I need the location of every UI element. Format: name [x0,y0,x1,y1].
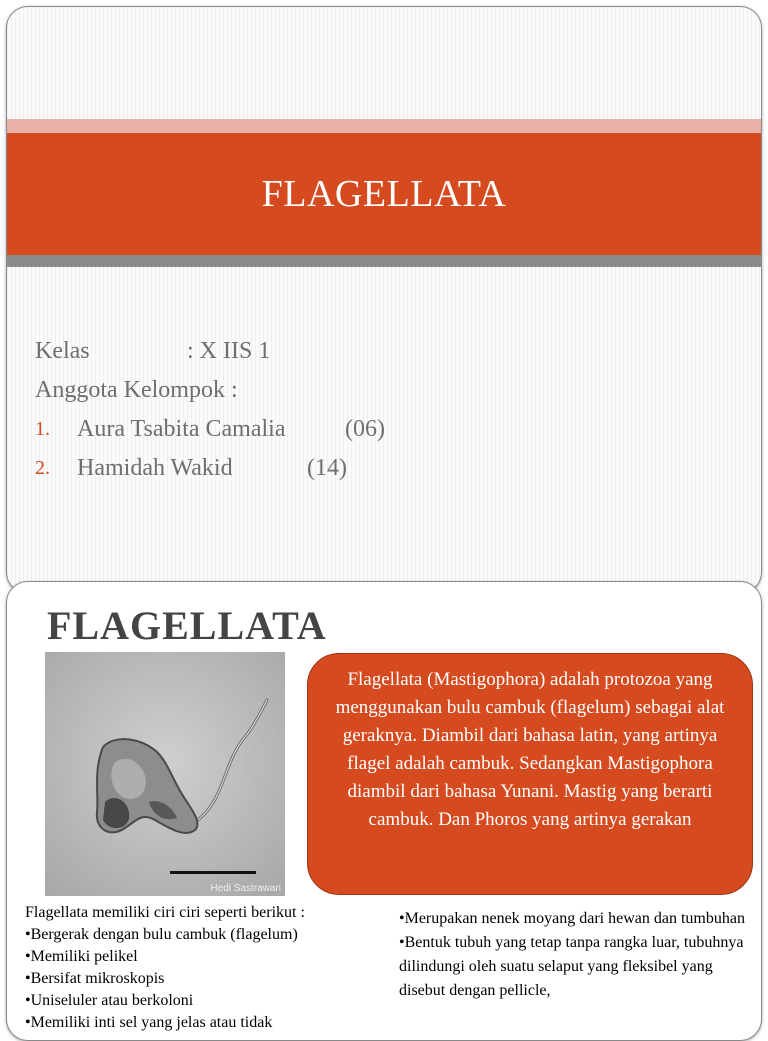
characteristics-intro: Flagellata memiliki ciri ciri seperti berikut : [25,904,305,921]
kelas-value: : X IIS 1 [187,338,271,364]
list-item: •Memiliki pelikel [25,948,138,965]
member-number: 2. [35,457,50,479]
member-id: (14) [307,455,347,481]
member-name: Hamidah Wakid [77,455,233,481]
list-item: •Memiliki inti sel yang jelas atau tidak [25,1014,273,1031]
list-item: •Bentuk tubuh yang tetap tanpa rangka luar, tubuhnya dilindungi oleh suatu selaput yang fleksibel yang disebut dengan pellicle, [399,934,744,999]
flagellate-illustration [45,652,285,896]
list-item: •Bersifat mikroskopis [25,970,165,987]
list-item: •Uniseluler atau berkoloni [25,992,194,1009]
member-name: Aura Tsabita Camalia [77,416,286,442]
definition-box: Flagellata (Mastigophora) adalah protozoa yang menggunakan bulu cambuk (flagelum) sebagai alat geraknya. Diambil dari bahasa latin, yang artinya flagel adalah cambuk. Sedangkan Mastigophora diambil dari bahasa Yunani. Mastig yang berarti cambuk. Dan Phoros yang artinya gerakan [307,653,753,895]
title-slide [6,6,762,594]
slide2-title: FLAGELLATA [47,603,327,648]
micrograph-image [45,652,285,896]
title-divider [7,255,761,267]
anggota-label: Anggota Kelompok : [35,377,238,403]
title-band [7,133,761,255]
photo-credit: Hedi Sastrawan [210,883,281,894]
content-slide [6,581,762,1041]
kelas-label: Kelas [35,338,90,364]
list-item: •Merupakan nenek moyang dari hewan dan tumbuhan [399,910,745,927]
slide1-title: FLAGELLATA [261,173,507,215]
characteristics-right [399,907,749,1003]
member-number: 1. [35,418,50,440]
characteristics-left [25,902,405,1034]
title-accent-stripe [7,119,761,133]
list-item: •Bergerak dengan bulu cambuk (flagelum) [25,926,298,943]
member-id: (06) [345,416,385,442]
